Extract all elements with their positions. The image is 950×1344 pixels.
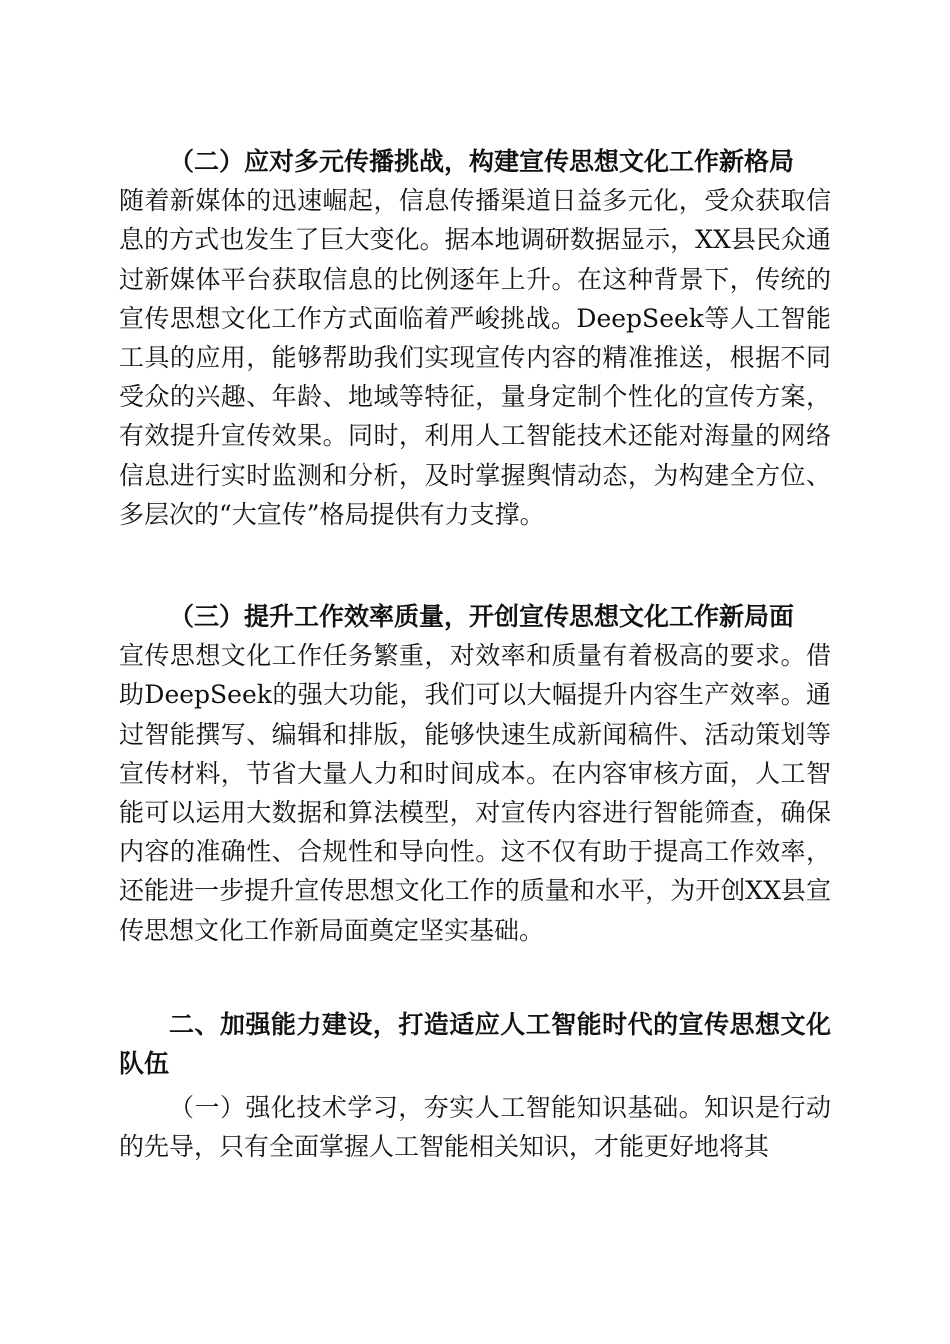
section-2-2-body: 随着新媒体的迅速崛起，信息传播渠道日益多元化，受众获取信息的方式也发生了巨大变化。据本地调研数据显示，XX县民众通过新媒体平台获取信息的比例逐年上升。在这种背景下，传统的宣传思想文化工作方式面临着严峻挑战。DeepSeek等人工智能工具的应用，能够帮助我们实现宣传内容的精准推送，根据不同受众的兴趣、年龄、地域等特征，量身定制个性化的宣传方案，有效提升宣传效果。同时，利用人工智能技术还能对海量的网络信息进行实时监测和分析，及时掌握舆情动态，为构建全方位、多层次的“大宣传”格局提供有力支撑。 [119,186,831,529]
section-2-3 [119,597,831,950]
section-3-1-body: 知识是行动的先导，只有全面掌握人工智能相关知识，才能更好地将其 [119,1093,831,1162]
section-3-1 [119,1088,831,1166]
section-3-heading [119,1005,831,1083]
section-2-3-heading: （三）提升工作效率质量，开创宣传思想文化工作新局面 [169,602,795,631]
section-3-1-paragraph [119,1088,831,1166]
section-3-heading-text: 二、加强能力建设，打造适应人工智能时代的宣传思想文化队伍 [119,1010,831,1078]
section-3-1-heading: （一）强化技术学习，夯实人工智能知识基础。 [169,1093,705,1122]
section-2-2-heading: （二）应对多元传播挑战，构建宣传思想文化工作新格局 [169,147,795,176]
section-2-3-body: 宣传思想文化工作任务繁重，对效率和质量有着极高的要求。借助DeepSeek的强大功能，我们可以大幅提升内容生产效率。通过智能撰写、编辑和排版，能够快速生成新闻稿件、活动策划等宣传材料，节省大量人力和时间成本。在内容审核方面，人工智能可以运用大数据和算法模型，对宣传内容进行智能筛查，确保内容的准确性、合规性和导向性。这不仅有助于提高工作效率，还能进一步提升宣传思想文化工作的质量和水平，为开创XX县宣传思想文化工作新局面奠定坚实基础。 [119,641,831,945]
section-2-2 [119,142,831,534]
